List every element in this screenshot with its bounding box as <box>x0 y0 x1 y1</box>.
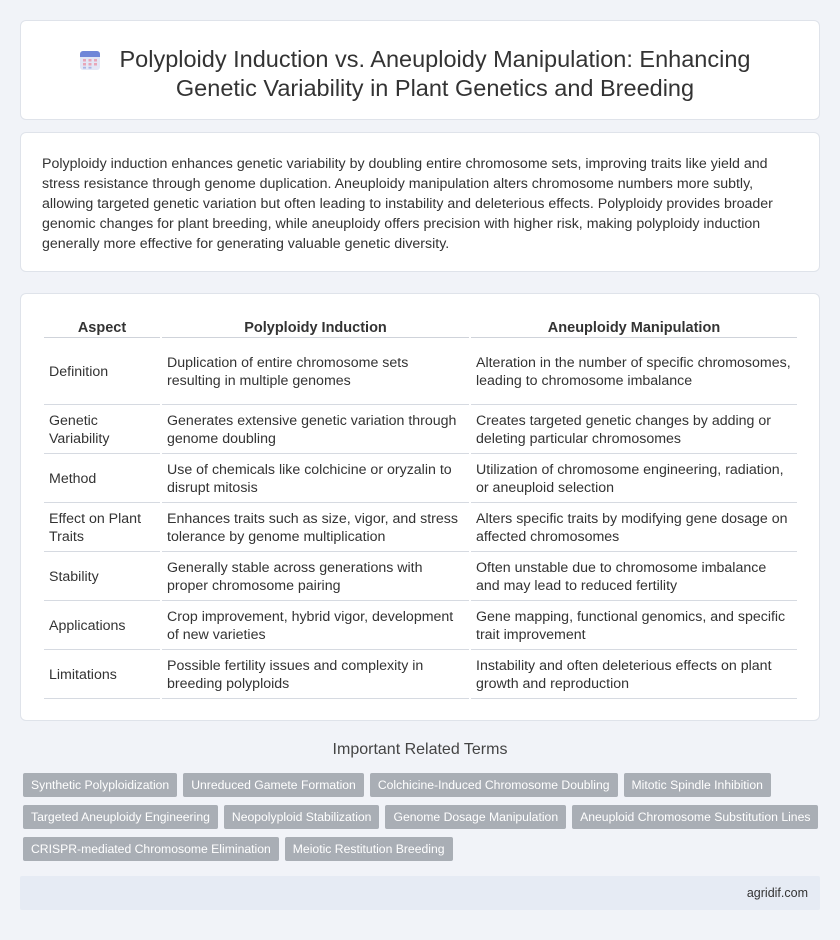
aspect-cell: Applications <box>44 603 160 650</box>
aspect-cell: Limitations <box>44 652 160 699</box>
related-term-tag[interactable]: Unreduced Gamete Formation <box>183 773 364 797</box>
related-term-tag[interactable]: Colchicine-Induced Chromosome Doubling <box>370 773 618 797</box>
title-card <box>20 20 820 120</box>
aneuploidy-cell: Instability and often deleterious effects on plant growth and reproduction <box>471 652 797 699</box>
header-polyploidy: Polyploidy Induction <box>162 316 469 338</box>
related-terms-title: Important Related Terms <box>332 741 508 758</box>
related-term-tag[interactable]: Mitotic Spindle Inhibition <box>624 773 771 797</box>
table-row <box>44 603 797 650</box>
aneuploidy-cell: Alteration in the number of specific chromosomes, leading to chromosome imbalance <box>471 340 797 405</box>
related-term-tag[interactable]: Synthetic Polyploidization <box>23 773 177 797</box>
comparison-table <box>42 314 799 701</box>
polyploidy-cell: Crop improvement, hybrid vigor, development of new varieties <box>162 603 469 650</box>
polyploidy-cell: Possible fertility issues and complexity in breeding polyploids <box>162 652 469 699</box>
aneuploidy-cell: Creates targeted genetic changes by adding or deleting particular chromosomes <box>471 407 797 454</box>
table-row <box>44 652 797 699</box>
polyploidy-cell: Duplication of entire chromosome sets resulting in multiple genomes <box>162 340 469 405</box>
related-term-tag[interactable]: CRISPR-mediated Chromosome Elimination <box>23 837 279 861</box>
header-aspect: Aspect <box>44 316 160 338</box>
polyploidy-cell: Enhances traits such as size, vigor, and stress tolerance by genome multiplication <box>162 505 469 552</box>
aspect-cell: Definition <box>44 340 160 405</box>
header-aneuploidy: Aneuploidy Manipulation <box>471 316 797 338</box>
related-term-tag[interactable]: Targeted Aneuploidy Engineering <box>23 805 218 829</box>
aneuploidy-cell: Often unstable due to chromosome imbalance and may lead to reduced fertility <box>471 554 797 601</box>
table-header-row <box>44 316 797 338</box>
polyploidy-cell: Generates extensive genetic variation through genome doubling <box>162 407 469 454</box>
aneuploidy-cell: Utilization of chromosome engineering, radiation, or aneuploid selection <box>471 456 797 503</box>
footer-site-link[interactable]: agridif.com <box>746 886 808 900</box>
intro-paragraph: Polyploidy induction enhances genetic variability by doubling entire chromosome sets, improving traits like yield and stress resistance through genome duplication. Aneuploidy manipulation alters chromosome numbers more subtly, allowing targeted genetic variation but often leading to instability and deleterious effects. Polyploidy provides broader genomic changes for plant breeding, while aneuploidy offers precision with higher risk, making polyploidy induction generally more effective for generating valuable genetic diversity. <box>42 156 773 252</box>
intro-card <box>20 132 820 272</box>
related-term-tag[interactable]: Aneuploid Chromosome Substitution Lines <box>572 805 818 829</box>
table-row <box>44 407 797 454</box>
related-term-tag[interactable]: Meiotic Restitution Breeding <box>285 837 453 861</box>
related-terms-list <box>23 773 823 861</box>
aneuploidy-cell: Alters specific traits by modifying gene dosage on affected chromosomes <box>471 505 797 552</box>
aspect-cell: Stability <box>44 554 160 601</box>
aspect-cell: Effect on Plant Traits <box>44 505 160 552</box>
related-term-tag[interactable]: Genome Dosage Manipulation <box>385 805 566 829</box>
aspect-cell: Method <box>44 456 160 503</box>
related-term-tag[interactable]: Neopolyploid Stabilization <box>224 805 380 829</box>
page-title: Polyploidy Induction vs. Aneuploidy Manipulation: Enhancing Genetic Variability in Plant Genetics and Breeding <box>119 46 751 101</box>
aspect-cell: Genetic Variability <box>44 407 160 454</box>
footer <box>20 876 820 910</box>
polyploidy-cell: Generally stable across generations with proper chromosome pairing <box>162 554 469 601</box>
polyploidy-cell: Use of chemicals like colchicine or oryzalin to disrupt mitosis <box>162 456 469 503</box>
table-row <box>44 505 797 552</box>
comparison-table-card <box>20 293 820 721</box>
aneuploidy-cell: Gene mapping, functional genomics, and specific trait improvement <box>471 603 797 650</box>
table-row <box>44 456 797 503</box>
table-row <box>44 340 797 405</box>
table-row <box>44 554 797 601</box>
